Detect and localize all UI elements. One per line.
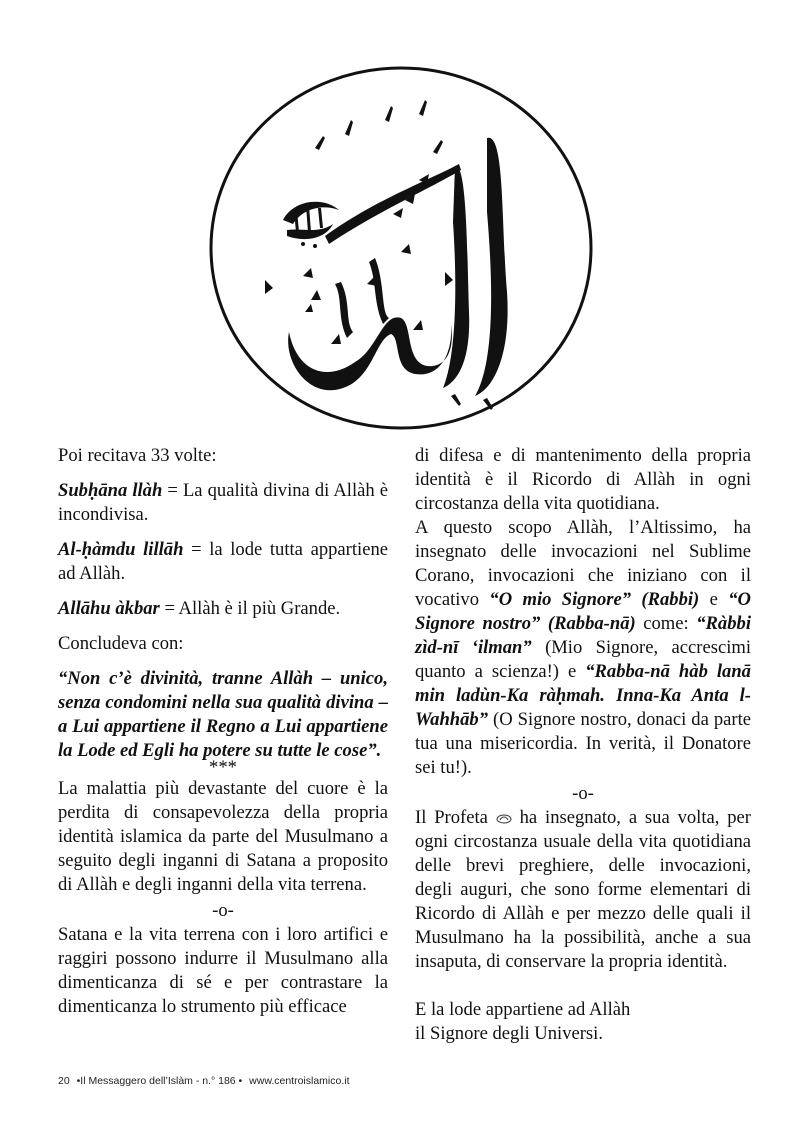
transliteration: “Ràbbi zìd-nī ‘ilman” — [415, 613, 751, 658]
page-number: 20 — [58, 1075, 70, 1087]
paragraph: Satana e la vita terrena con i loro artifici e raggiri possono indurre il Musulmano alla dimenticanza di sé e per contrastare la dimenticanza lo strumento più efficace — [58, 924, 388, 1017]
pbuh-icon — [496, 814, 512, 824]
text: e — [699, 589, 729, 610]
text: ha insegnato, a sua volta, per ogni circostanza usuale della vita quotidiana delle brevi preghiere, delle invocazioni, degli auguri, che sono forme elementari di Ricordo di Allàh e per mezzo delle quali il Musulmano ha la possibilità, anche a sua insaputa, di conservare la propria identità. — [415, 807, 751, 972]
transliteration: Subḥāna llàh — [58, 480, 163, 501]
transliteration: Allāhu àkbar — [58, 598, 160, 619]
transliteration: “Rabba-nā hàb lanā min ladùn-Ka ràḥmah. Inna-Ka Anta l-Wahhāb” — [415, 661, 751, 730]
separator: -o- — [572, 783, 594, 804]
text: A questo scopo Allàh, l’Altissimo, ha insegnato delle invocazioni nel Sublime Corano, invocazioni che iniziano con il vocativo — [415, 517, 751, 610]
closing-line: E la lode appartiene ad Allàh — [415, 999, 631, 1020]
website-link[interactable]: www.centroislamico.it — [249, 1075, 350, 1087]
text: Il Profeta — [415, 807, 496, 828]
separator: -o- — [212, 900, 234, 921]
closing-line: il Signore degli Universi. — [415, 1023, 603, 1044]
journal-title: •Il Messaggero dell’Islàm - n.° 186 • — [76, 1075, 243, 1087]
transliteration: “O Signore nostro” (Rabba-nā) — [415, 589, 751, 634]
paragraph — [415, 516, 751, 780]
translation: = Allàh è il più Grande. — [159, 598, 341, 619]
paragraph — [415, 806, 751, 974]
paragraph: La malattia più devastante del cuore è la perdita di consapevolezza della propria identità islamica da parte del Musulmano a seguito degli inganni di Satana a proposito di Allàh e degli inganni della vita terrena. — [58, 778, 388, 895]
paragraph: Poi recitava 33 volte: — [58, 445, 217, 466]
left-column — [58, 444, 388, 1019]
translation: = la lode tutta appartiene ad Allàh. — [58, 539, 388, 584]
transliteration: Al-ḥàmdu lillāh — [58, 539, 184, 560]
text: (O Signore nostro, donaci da parte tua una misericordia. In verità, il Donatore sei tu!). — [415, 709, 751, 778]
paragraph: di difesa e di mantenimento della propria identità è il Ricordo di Allàh in ogni circostanza della vita quotidiana. — [415, 445, 751, 514]
right-column — [415, 444, 751, 1046]
allah-calligraphy-icon — [205, 62, 597, 434]
paragraph — [58, 538, 388, 586]
transliteration: “O mio Signore” (Rabbi) — [489, 589, 700, 610]
text: (Mio Signore, accrescimi quanto a scienza!) e — [415, 637, 751, 682]
paragraph: Concludeva con: — [58, 633, 184, 654]
translation: = La qualità divina di Allàh è incondivisa. — [58, 480, 388, 525]
paragraph — [58, 479, 388, 527]
paragraph — [58, 597, 388, 621]
quote: “Non c’è divinità, tranne Allàh – unico, senza condomini nella sua qualità divina – a Lui appartiene il Regno a Lui appartiene la Lode ed Egli ha potere su tutte le cose”. — [58, 668, 388, 761]
separator-stars: *** — [209, 757, 237, 778]
page-footer — [58, 1075, 354, 1087]
text: come: — [635, 613, 697, 634]
